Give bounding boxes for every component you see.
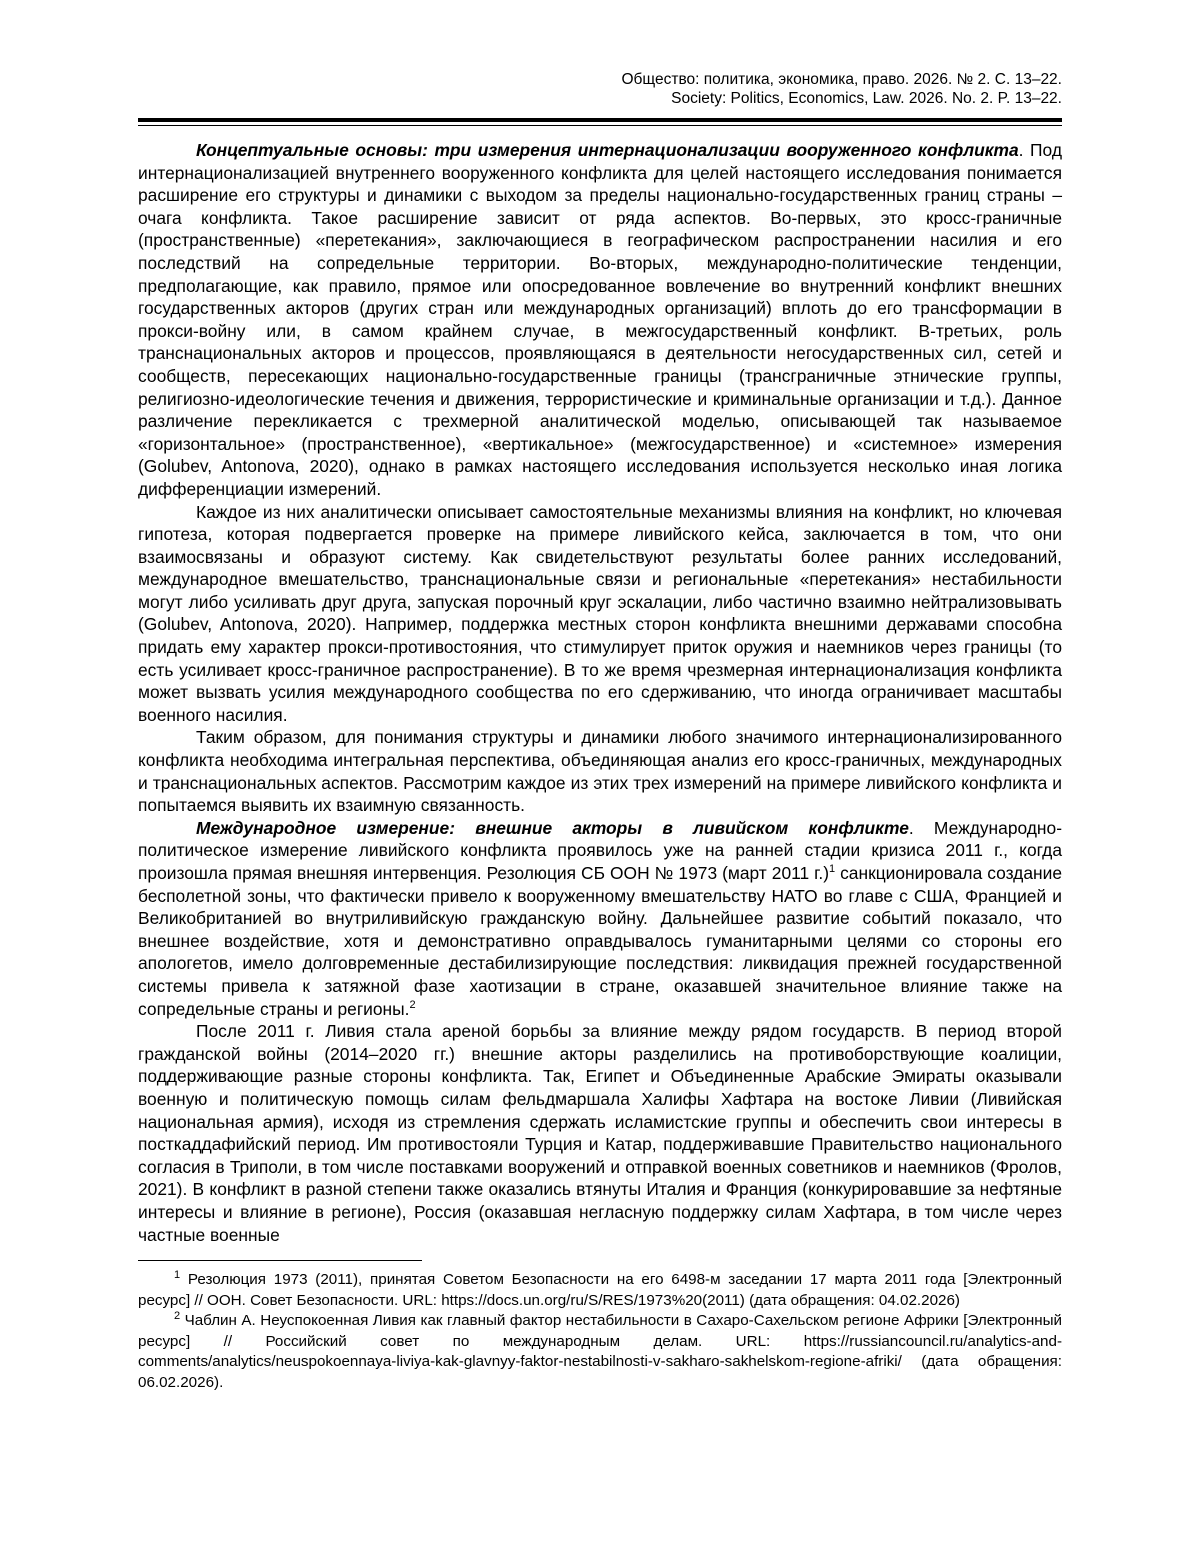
running-header-russian: Общество: политика, экономика, право. 2026. № 2. С. 13–22. [621,71,1062,88]
paragraph-integral-perspective: Таким образом, для понимания структуры и динамики любого значимого интернационализированного конфликта необходима интегральная перспектива, объединяющая анализ его кросс-граничных, международных и транснациональных аспектов. Рассмотрим каждое из этих трех измерений на примере ливийского конфликта и попытаемся выявить их взаимную связанность. [138,727,1062,816]
section-heading-conceptual: Концептуальные основы: три измерения интернационализации вооруженного конфликта [196,140,1019,160]
footnote-text: Резолюция 1973 (2011), принятая Советом Безопасности на его 6498-м заседании 17 марта 2011 года [Электронный ресурс] // ООН. Совет Безопасности. URL: https://docs.un.org/ru/S/RES/1973%20(2011) (дата обращения: 04.02.2026) [138,1271,1062,1309]
footnote-separator [138,1260,422,1261]
footnote-ref-2[interactable]: 2 [409,998,416,1011]
paragraph-hypothesis: Каждое из них аналитически описывает самостоятельные механизмы влияния на конфликт, но ключевая гипотеза, которая подвергается проверке на примере ливийского кейса, заключается в том, что они взаимосвязаны и образуют систему. Как свидетельствуют результаты более ранних исследований, международное вмешательство, транснациональные связи и региональные «перетекания» нестабильности могут либо усиливать друг друга, запуская порочный круг эскалации, либо частично взаимно нейтрализовывать (Golubev, Antonova, 2020). Например, поддержка местных сторон конфликта внешними державами способна придать ему характер прокси-противостояния, что стимулирует приток оружия и наемников через границы (то есть усиливает кросс-граничное распространение). В то же время чрезмерная интернационализация конфликта может вызвать усилия международного сообщества по его сдерживанию, что иногда ограничивает масштабы военного насилия. [138,501,1062,725]
paragraph-conceptual-foundations [138,139,1062,501]
footnotes [138,1270,1062,1393]
running-header-english: Society: Politics, Economics, Law. 2026. No. 2. P. 13–22. [671,90,1062,107]
header-rule-thin [138,125,1062,126]
paragraph-text: . Международно-политическое измерение ливийского конфликта проявилось уже на ранней стадии кризиса 2011 г., когда произошла прямая внешняя интервенция. Резолюция СБ ООН № 1973 (март 2011 г.) [138,817,1062,883]
paragraph-after-2011: После 2011 г. Ливия стала ареной борьбы за влияние между рядом государств. В период второй гражданской войны (2014–2020 гг.) внешние акторы разделились на противоборствующие коалиции, поддерживающие разные стороны конфликта. Так, Египет и Объединенные Арабские Эмираты оказывали военную и политическую помощь силам фельдмаршала Халифы Хафтара на востоке Ливии (Ливийская национальная армия), исходя из стремления сдержать исламистские группы и обеспечить свои интересы в посткаддафийский период. Им противостояли Турция и Катар, поддерживавшие Правительство национального согласия в Триполи, в том числе поставками вооружений и отправкой военных советников и наемников (Фролов, 2021). В конфликт в разной степени также оказались втянуты Италия и Франция (конкурировавшие за нефтяные интересы и влияние в регионе), Россия (оказавшая негласную поддержку силам Хафтара, в том числе через частные военные [138,1021,1062,1245]
section-heading-international: Международное измерение: внешние акторы в ливийском конфликте [196,817,909,838]
article-body [138,139,1062,1246]
footnote-1 [138,1270,1062,1311]
paragraph-text: санкционировала создание бесполетной зоны, что фактически привело к вооруженному вмешательству НАТО во главе с США, Францией и Великобританией во внутриливийскую гражданскую войну. Дальнейшее развитие событий показало, что внешнее воздействие, хотя и демонстративно оправдывалось гуманитарными целями со стороны его апологетов, имело долговременные дестабилизирующие последствия: ликвидация прежней государственной системы привела к затяжной фазе хаотизации в стране, оказавшей значительное влияние также на сопредельные страны и регионы. [138,863,1062,1019]
header-rule-thick [138,118,1062,122]
footnote-text: Чаблин А. Неуспокоенная Ливия как главный фактор нестабильности в Сахаро-Сахельском регионе Африки [Электронный ресурс] // Российский совет по международным делам. URL: https://russiancouncil.ru/analytics-and-comments/analytics/neuspokoennaya-liviya-kak-glavnyy-faktor-nestabilnosti-v-sakharo-sakhelskom-regione-afriki/ (дата обращения: 06.02.2026). [138,1312,1062,1391]
paragraph-text: . Под интернационализацией внутреннего вооруженного конфликта для целей настоящего исследования понимается расширение его структуры и динамики с выходом за пределы национально-государственных границ страны – очага конфликта. Такое расширение зависит от ряда аспектов. Во-первых, это кросс-граничные (пространственные) «перетекания», заключающиеся в географическом распространении насилия и его последствий на сопредельные территории. Во-вторых, международно-политические тенденции, предполагающие, как правило, прямое или опосредованное вовлечение во внутренний конфликт внешних государственных акторов (других стран или международных организаций) вплоть до его трансформации в прокси-войну или, в самом крайнем случае, в межгосударственный конфликт. В-третьих, роль транснациональных акторов и процессов, проявляющаяся в деятельности негосударственных сил, сетей и сообществ, пересекающих национально-государственные границы (трансграничные этнические группы, религиозно-идеологические течения и движения, террористические и криминальные организации и т.д.). Данное различение перекликается с трехмерной аналитической моделью, описывающей так называемое «горизонтальное» (пространственное), «вертикальное» (межгосударственное) и «системное» измерения (Golubev, Antonova, 2020), однако в рамках настоящего исследования используется несколько иная логика дифференциации измерений. [138,140,1062,499]
paragraph-international-dimension [138,817,1062,1020]
footnote-number: 2 [174,1309,181,1322]
footnote-number: 1 [174,1268,181,1281]
running-header [621,70,1062,108]
footnote-ref-1[interactable]: 1 [829,863,836,876]
footnote-2 [138,1311,1062,1393]
